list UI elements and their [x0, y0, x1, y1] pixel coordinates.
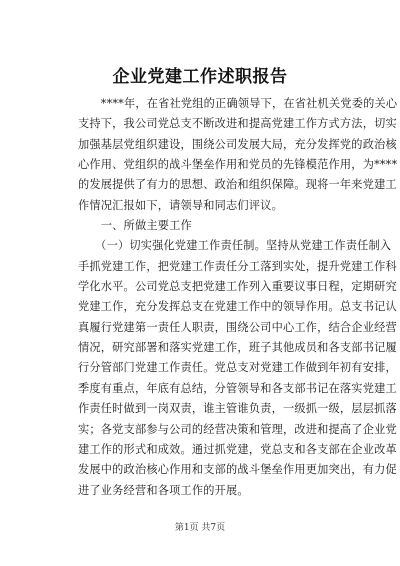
paragraph-line: ****年，在省社党组的正确领导下，在省社机关党委的关心 [78, 97, 398, 110]
paragraph-line: 季度有重点，年底有总结，分管领导和各支部书记在落实党建工 [78, 381, 397, 395]
paragraph-line: 加强基层党组织建设，围绕公司发展大局，充分发挥党的政治核 [78, 137, 397, 151]
body-text [78, 94, 398, 501]
paragraph-line: 的发展提供了有力的思想、政治和组织保障。现将一年来党建工 [78, 178, 397, 192]
paragraph-line: 进了业务经营和各项工作的开展。 [78, 483, 249, 497]
paragraph-line: 作情况汇报如下，请领导和同志们评议。 [78, 198, 283, 212]
paragraph-line: 真履行党建第一责任人职责，围绕公司中心工作，结合企业经营 [78, 320, 397, 334]
paragraph-line: 心作用、党组织的战斗堡垒作用和党员的先锋模范作用，为**** [78, 158, 398, 172]
page-title: 企业党建工作述职报告 [112, 67, 288, 87]
paragraph-line: 作责任时做到一岗双责，谁主管谁负责，一级抓一级，层层抓落 [78, 402, 397, 416]
paragraph-line: 党建工作，充分发挥总支在党建工作中的领导作用。总支书记认 [78, 300, 397, 314]
paragraph-line: 学化水平。公司党总支把党建工作列入重要议事日程，定期研究 [78, 280, 397, 294]
paragraph-line: 建工作的形式和成效。通过抓党建，党总支和各支部在企业改革 [78, 442, 397, 456]
paragraph-line: 行分管部门党建工作责任。党总支对党建工作做到年初有安排， [78, 361, 397, 375]
paragraph-line: 支持下，我公司党总支不断改进和提高党建工作方式方法，切实 [78, 117, 397, 131]
section-heading: 一、所做主要工作 [78, 219, 192, 233]
paragraph-line: 实；各党支部参与公司的经营决策和管理，改进和提高了企业党 [78, 422, 397, 436]
paragraph-line: 发展中的政治核心作用和支部的战斗堡垒作用更加突出，有力促 [78, 463, 397, 477]
paragraph-line: 情况，研究部署和落实党建工作，班子其他成员和各支部书记履 [78, 341, 397, 355]
paragraph-line: （一）切实强化党建工作责任制。坚持从党建工作责任制入 [78, 239, 392, 253]
paragraph-line: 手抓党建工作，把党建工作责任分工落到实处，提升党建工作科 [78, 259, 397, 273]
page-number-footer: 第1页 共7页 [174, 523, 226, 533]
